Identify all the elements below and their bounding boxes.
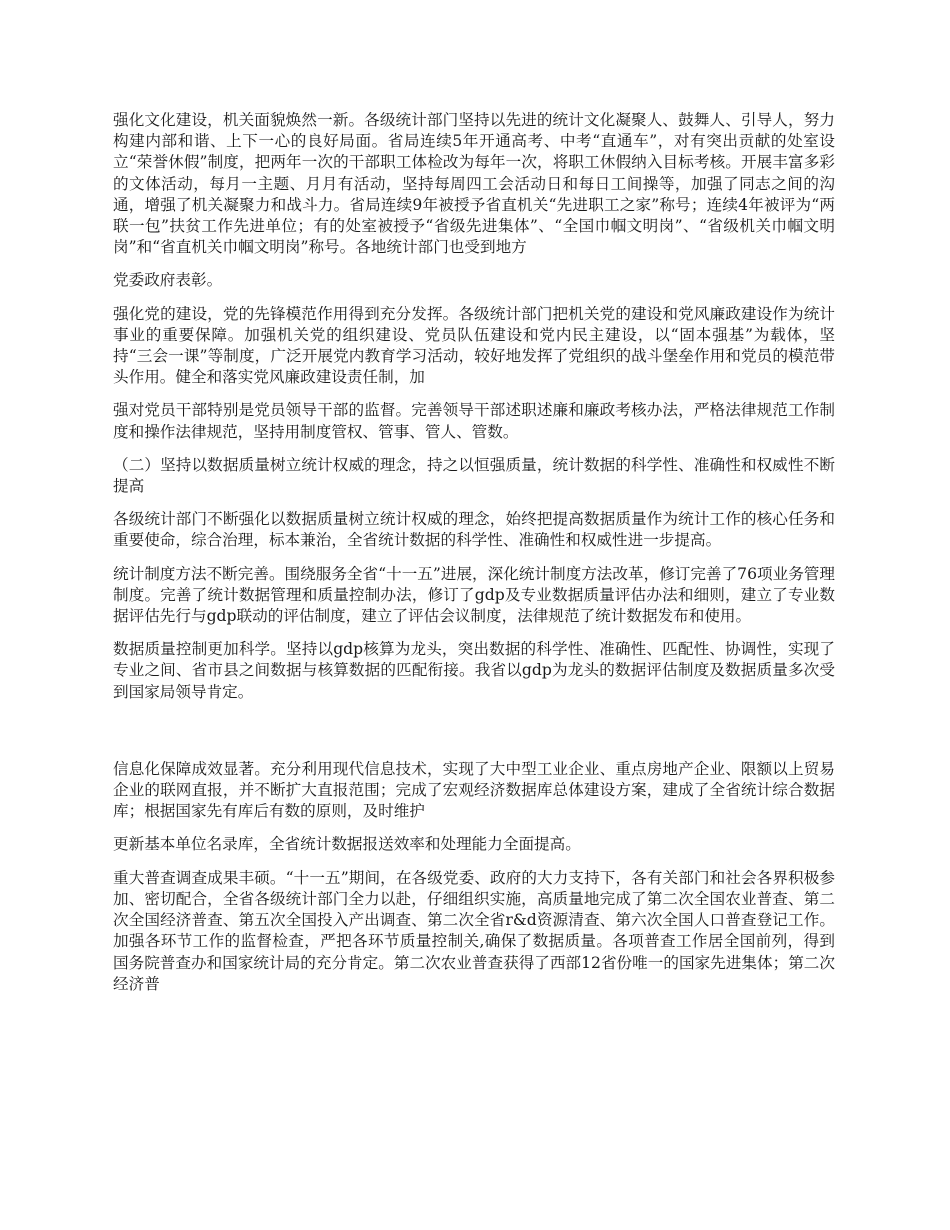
blank-gap [113,715,835,759]
paragraph-party-building: 强化党的建设，党的先锋模范作用得到充分发挥。各级统计部门把机关党的建设和党风廉政建设作为统计事业的重要保障。加强机关党的组织建设、党员队伍建设和党内民主建设，以“固本强基”为载体，坚持“三会一课”等制度，广泛开展党内教育学习活动，较好地发挥了党组织的战斗堡垒作用和党员的模范带头作用。健全和落实党风廉政建设责任制，加 [113,304,835,387]
paragraph-statistical-methods: 统计制度方法不断完善。围绕服务全省“十一五”进展，深化统计制度方法改革，修订完善了76项业务管理制度。完善了统计数据管理和质量控制办法，修订了gdp及专业数据质量评估办法和细则，建立了专业数据评估先行与gdp联动的评估制度，建立了评估会议制度，法律规范了统计数据发布和使用。 [113,564,835,626]
paragraph-informatization-cont: 更新基本单位名录库，全省统计数据报送效率和处理能力全面提高。 [113,835,581,854]
paragraph-informatization: 信息化保障成效显著。充分利用现代信息技术，实现了大中型工业企业、重点房地产企业、限额以上贸易企业的联网直报，并不断扩大直报范围；完成了宏观经济数据库总体建设方案，建成了全省统计综合数据库；根据国家先有库后有数的原则，及时维护 [113,759,835,821]
paragraph-data-quality-intro: 各级统计部门不断强化以数据质量树立统计权威的理念，始终把提高数据质量作为统计工作的核心任务和重要使命，综合治理，标本兼治，全省统计数据的科学性、准确性和权威性进一步提高。 [113,510,835,550]
document-body [113,110,835,1007]
paragraph-census-results: 重大普查调查成果丰硕。“十一五”期间，在各级党委、政府的大力支持下，各有关部门和社会各界积极参加、密切配合，全省各级统计部门全力以赴，仔细组织实施，高质量地完成了第二次全国农业普查、第二次全国经济普查、第五次全国投入产出调查、第二次全省r&d资源清查、第六次全国人口普查登记工作。加强各环节工作的监督检查，严把各环节质量控制关,确保了数据质量。各项普查工作居全国前列，得到国务院普查办和国家统计局的充分肯定。第二次农业普查获得了西部12省份唯一的国家先进集体；第二次经济普 [113,868,835,993]
paragraph-quality-control: 数据质量控制更加科学。坚持以gdp核算为龙头，突出数据的科学性、准确性、匹配性、协调性，实现了专业之间、省市县之间数据与核算数据的匹配衔接。我省以gdp为龙头的数据评估制度及数据质量多次受到国家局领导肯定。 [113,640,835,701]
section-heading-data-quality: （二）坚持以数据质量树立统计权威的理念，持之以恒强质量，统计数据的科学性、准确性和权威性不断提高 [113,455,835,496]
paragraph-culture-building: 强化文化建设，机关面貌焕然一新。各级统计部门坚持以先进的统计文化凝聚人、鼓舞人、引导人，努力构建内部和谐、上下一心的良好局面。省局连续5年开通高考、中考“直通车”，对有突出贡献的处室设立“荣誉休假”制度，把两年一次的干部职工体检改为每年一次，将职工休假纳入目标考核。开展丰富多彩的文体活动，每月一主题、月月有活动，坚持每周四工会活动日和每日工间操等，加强了同志之间的沟通，增强了机关凝聚力和战斗力。省局连续9年被授予省直机关“先进职工之家”称号；连续4年被评为“两联一包”扶贫工作先进单位；有的处室被授予“省级先进集体”、“全国巾帼文明岗”、“省级机关巾帼文明岗”和“省直机关巾帼文明岗”称号。各地统计部门也受到地方 [113,111,835,257]
paragraph-party-building-cont: 强对党员干部特别是党员领导干部的监督。完善领导干部述职述廉和廉政考核办法，严格法律规范工作制度和操作法律规范，坚持用制度管权、管事、管人、管数。 [113,401,835,441]
paragraph-culture-building-cont: 党委政府表彰。 [113,271,223,290]
